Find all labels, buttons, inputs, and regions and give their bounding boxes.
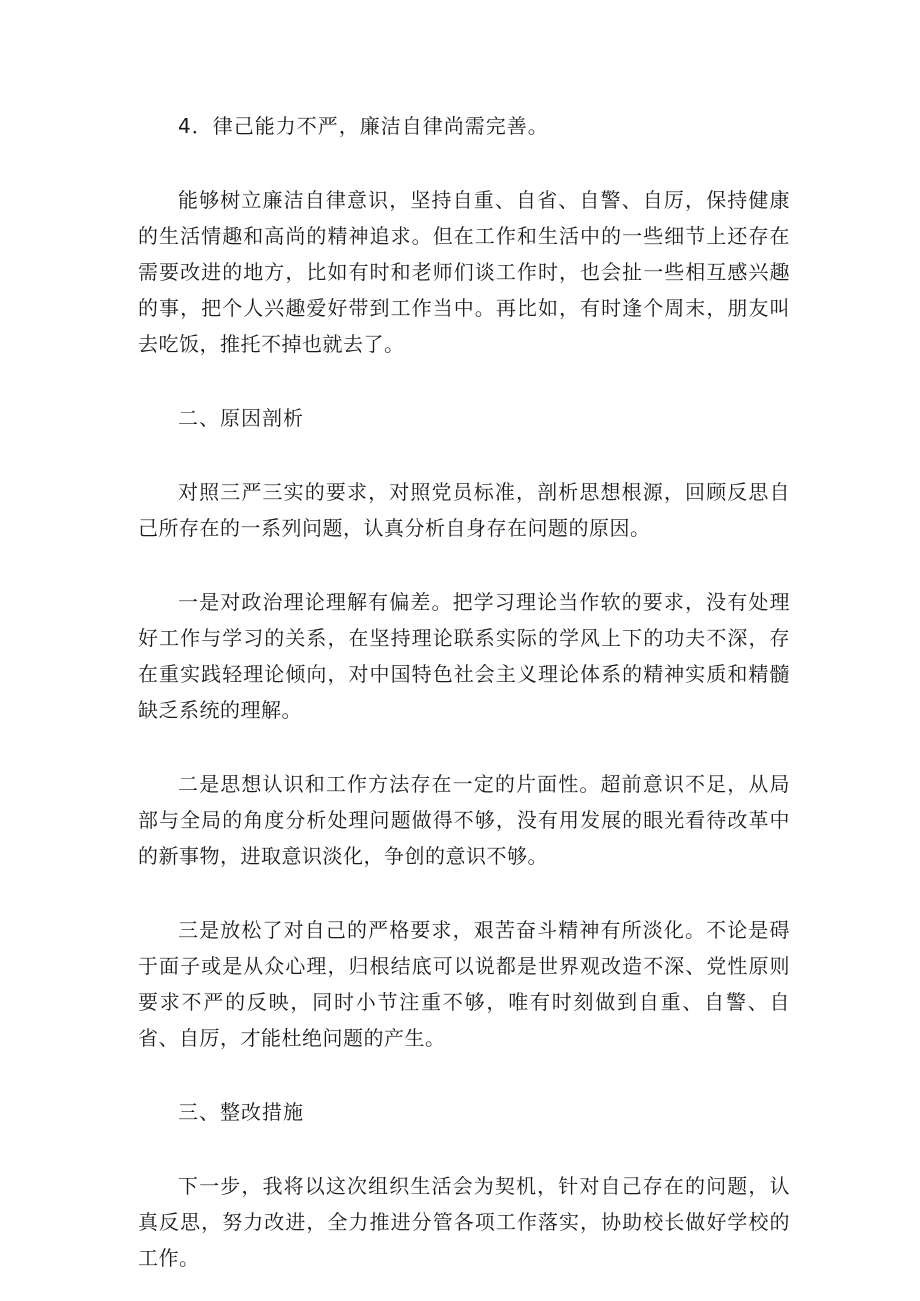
paragraph-cause-theory: 一是对政治理论理解有偏差。把学习理论当作软的要求，没有处理好工作与学习的关系，在坚持理论联系实际的学风上下的功夫不深，存在重实践轻理论倾向，对中国特色社会主义理论体系的精神实质和精髓缺乏系统的理解。 [138, 590, 790, 722]
paragraph-cause-method: 二是思想认识和工作方法存在一定的片面性。超前意识不足，从局部与全局的角度分析处理问题做得不够，没有用发展的眼光看待改革中的新事物，进取意识淡化，争创的意识不够。 [138, 772, 790, 868]
section-heading-rectification: 三、整改措施 [178, 1100, 304, 1124]
paragraph-cause-intro: 对照三严三实的要求，对照党员标准，剖析思想根源，回顾反思自己所存在的一系列问题，认真分析自身存在问题的原因。 [138, 480, 790, 540]
paragraph-rectification: 下一步，我将以这次组织生活会为契机，针对自己存在的问题，认真反思，努力改进，全力推进分管各项工作落实，协助校长做好学校的工作。 [138, 1174, 790, 1270]
paragraph-self-discipline: 能够树立廉洁自律意识，坚持自重、自省、自警、自厉，保持健康的生活情趣和高尚的精神追求。但在工作和生活中的一些细节上还存在需要改进的地方，比如有时和老师们谈工作时，也会扯一些相互感兴趣的事，把个人兴趣爱好带到工作当中。再比如，有时逢个周末，朋友叫去吃饭，推托不掉也就去了。 [138, 188, 790, 356]
paragraph-cause-discipline: 三是放松了对自己的严格要求，艰苦奋斗精神有所淡化。不论是碍于面子或是从众心理，归根结底可以说都是世界观改造不深、党性原则要求不严的反映，同时小节注重不够，唯有时刻做到自重、自警、自省、自厉，才能杜绝问题的产生。 [138, 918, 790, 1050]
section-heading-cause-analysis: 二、原因剖析 [178, 406, 304, 430]
section-heading-self-discipline: 4．律己能力不严，廉洁自律尚需完善。 [178, 114, 549, 138]
document-body [138, 108, 790, 1276]
